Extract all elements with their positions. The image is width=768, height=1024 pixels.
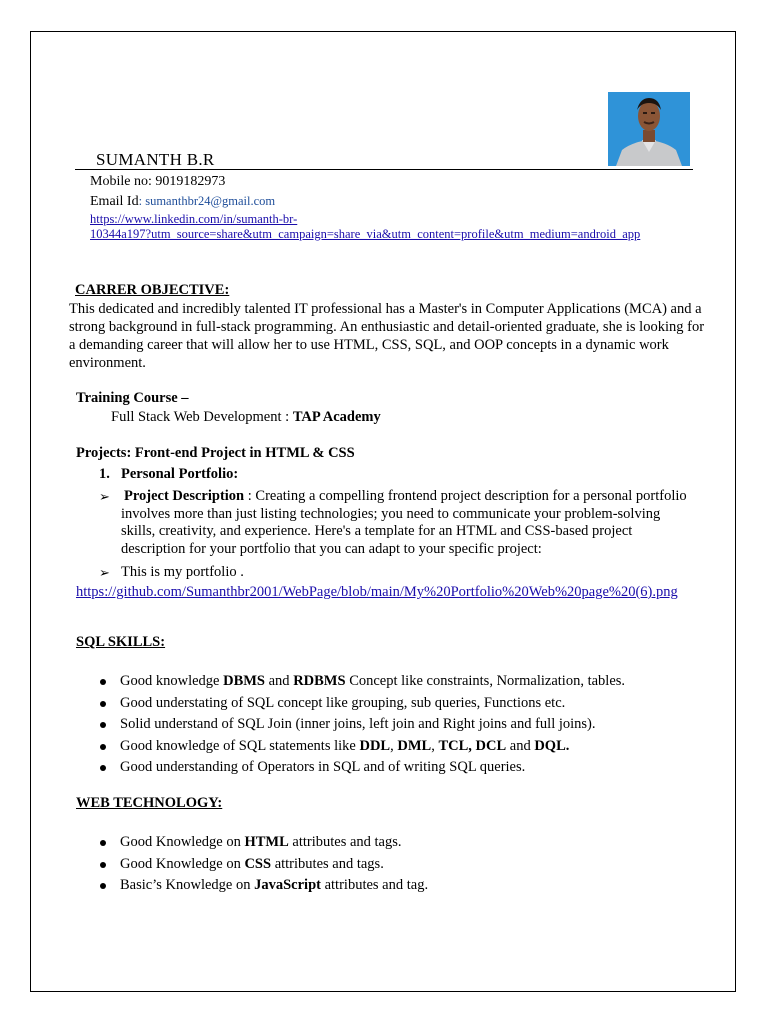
bullet-icon	[100, 679, 106, 685]
mobile-line	[90, 174, 225, 190]
bullet-icon	[100, 765, 106, 771]
training-institute: TAP Academy	[292, 409, 381, 425]
email-link[interactable]: sumanthbr24@gmail.com	[145, 194, 276, 208]
web-technology-heading: WEB TECHNOLOGY:	[76, 795, 223, 811]
list-item: Basic’s Knowledge on JavaScript attributes and tag.	[98, 875, 428, 897]
bullet-icon	[100, 744, 106, 750]
sql-heading: SQL SKILLS:	[76, 634, 166, 650]
bullet-icon	[100, 722, 106, 728]
project-description	[121, 488, 696, 558]
project-description-label: Project Description	[124, 488, 245, 504]
project-number: 1.	[99, 466, 110, 482]
github-portfolio-link[interactable]: https://github.com/Sumanthbr2001/WebPage/blob/main/My%20Portfolio%20Web%20page%20(6).png	[76, 584, 678, 600]
arrow-bullet-icon: ➢	[99, 565, 110, 580]
list-item: Good Knowledge on HTML attributes and tags.	[98, 832, 428, 854]
training-course-name: Full Stack Web Development :	[111, 409, 293, 425]
candidate-name: SUMANTH B.R	[96, 150, 215, 169]
project-description-text: : Creating a compelling frontend project description for a personal portfolio involves more than just listing technologies; you need to communicate your problem-solving skills, creativity, and experience. Here's a template for an HTML and CSS-based project description for your portfolio that you can adapt to your specific project:	[121, 488, 687, 557]
email-separator: :	[138, 194, 146, 208]
email-line	[90, 194, 275, 210]
email-label: Email Id	[90, 194, 139, 209]
linkedin-link[interactable]	[90, 212, 650, 242]
linkedin-link-line-2[interactable]: 10344a197?utm_source=share&utm_campaign=share_via&utm_content=profile&utm_medium=android_app	[90, 227, 641, 241]
list-item: Good Knowledge on CSS attributes and tags.	[98, 854, 428, 876]
bullet-icon	[100, 701, 106, 707]
objective-heading: CARRER OBJECTIVE:	[75, 282, 230, 298]
list-item: Solid understand of SQL Join (inner joins, left join and Right joins and full joins).	[98, 714, 625, 736]
name-divider	[75, 169, 693, 170]
list-item: Good understating of SQL concept like grouping, sub queries, Functions etc.	[98, 693, 625, 715]
mobile-label: Mobile no:	[90, 174, 156, 189]
bullet-icon	[100, 883, 106, 889]
list-item: Good knowledge DBMS and RDBMS Concept like constraints, Normalization, tables.	[98, 671, 625, 693]
profile-photo	[608, 92, 690, 166]
sql-skills-list	[98, 671, 625, 779]
bullet-icon	[100, 862, 106, 868]
bullet-icon	[100, 840, 106, 846]
mobile-number: 9019182973	[155, 174, 226, 189]
objective-text: This dedicated and incredibly talented IT professional has a Master's in Computer Applications (MCA) and a strong background in full-stack programming. An enthusiastic and detail-oriented graduate, she is looking for a demanding career that will allow her to use HTML, CSS, SQL, and OOP concepts in a dynamic work environment.	[69, 301, 705, 371]
arrow-bullet-icon: ➢	[99, 489, 110, 504]
list-item: Good understanding of Operators in SQL and of writing SQL queries.	[98, 757, 625, 779]
list-item: Good knowledge of SQL statements like DDL, DML, TCL, DCL and DQL.	[98, 736, 625, 758]
project-title: Personal Portfolio:	[121, 466, 239, 482]
training-course	[111, 409, 381, 426]
portfolio-note: This is my portfolio .	[121, 564, 244, 580]
projects-heading: Projects: Front-end Project in HTML & CSS	[76, 445, 355, 461]
web-technology-list	[98, 832, 428, 897]
training-heading: Training Course –	[76, 390, 189, 406]
linkedin-link-line-1[interactable]: https://www.linkedin.com/in/sumanth-br-	[90, 212, 298, 226]
